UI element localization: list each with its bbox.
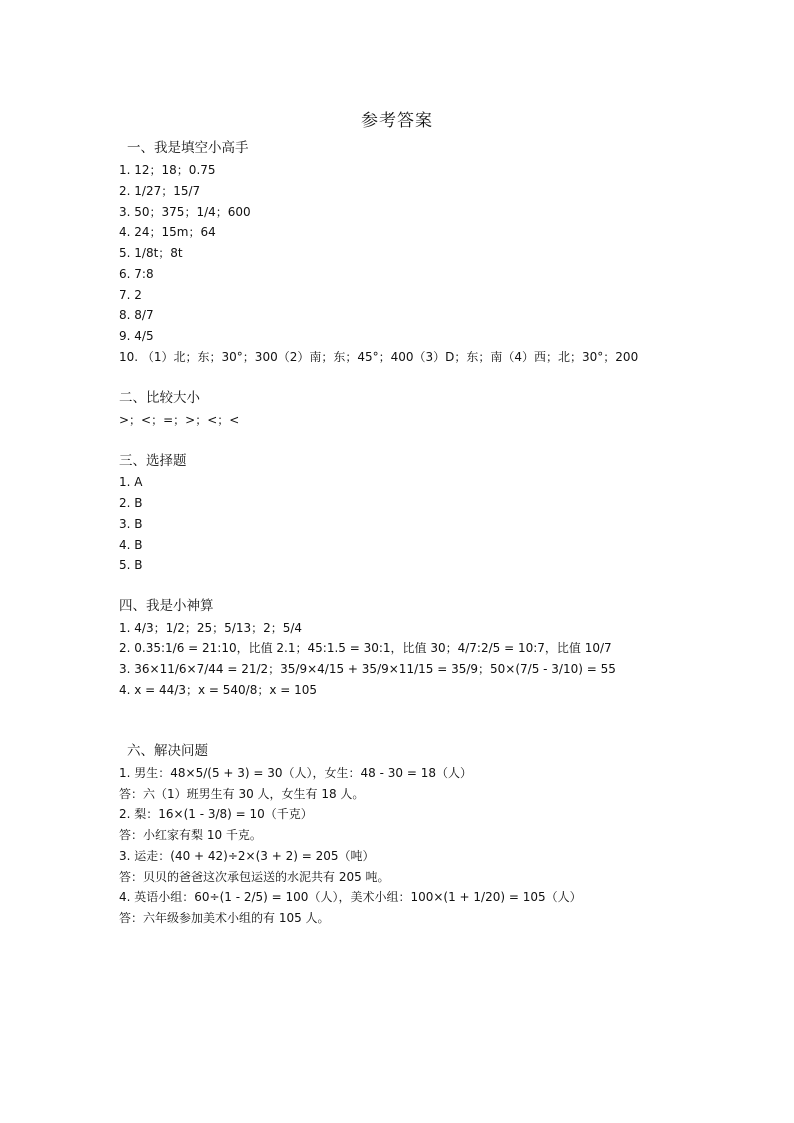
answer-line: 8. 8/7	[119, 308, 154, 322]
answer-line: >；<；=；>；<；<	[119, 413, 240, 427]
answer-line: 4. 24；15m；64	[119, 225, 216, 239]
answer-line: 3. 36×11/6×7/44 = 21/2；35/9×4/15 + 35/9×11/15 = 35/9；50×(7/5 - 3/10) = 55	[119, 662, 616, 676]
answer-line: 2. 1/27；15/7	[119, 184, 201, 198]
answer-line: 7. 2	[119, 288, 142, 302]
section-heading-choice: 三、选择题	[119, 453, 187, 469]
answer-line: 1. 12；18；0.75	[119, 163, 216, 177]
answer-line: 答：小红家有梨 10 千克。	[119, 828, 262, 842]
section-heading-calculation: 四、我是小神算	[119, 598, 214, 614]
answer-line: 10. （1）北；东；30°；300（2）南；东；45°；400（3）D；东；南（4）西；北；30°；200	[119, 350, 639, 364]
answer-line: 答：六（1）班男生有 30 人，女生有 18 人。	[119, 787, 365, 801]
answer-line: 4. x = 44/3；x = 540/8；x = 105	[119, 683, 318, 697]
answer-line: 1. 男生：48×5/(5 + 3) = 30（人），女生：48 - 30 = 18（人）	[119, 766, 472, 780]
answer-line: 1. A	[119, 475, 143, 489]
answer-line: 9. 4/5	[119, 329, 154, 343]
answer-line: 2. B	[119, 496, 143, 510]
answer-line: 2. 0.35:1/6 = 21:10，比值 2.1；45:1.5 = 30:1，比值 30；4/7:2/5 = 10:7，比值 10/7	[119, 641, 612, 655]
answer-line: 2. 梨：16×(1 - 3/8) = 10（千克）	[119, 807, 313, 821]
answer-line: 5. B	[119, 558, 143, 572]
answer-line: 3. B	[119, 517, 143, 531]
answer-line: 6. 7:8	[119, 267, 154, 281]
answer-line: 3. 运走：(40 + 42)÷2×(3 + 2) = 205（吨）	[119, 849, 375, 863]
answer-line: 4. B	[119, 538, 143, 552]
answer-line: 1. 4/3；1/2；25；5/13；2；5/4	[119, 621, 303, 635]
page-title: 参考答案	[361, 111, 433, 131]
answer-line: 答：六年级参加美术小组的有 105 人。	[119, 911, 330, 925]
section-heading-fill-blank: 一、我是填空小高手	[127, 140, 249, 156]
section-heading-problems: 六、解决问题	[127, 743, 208, 759]
answer-line: 4. 英语小组：60÷(1 - 2/5) = 100（人），美术小组：100×(1 + 1/20) = 105（人）	[119, 890, 582, 904]
answer-line: 3. 50；375；1/4；600	[119, 205, 251, 219]
answer-line: 5. 1/8t；8t	[119, 246, 183, 260]
answer-line: 答：贝贝的爸爸这次承包运送的水泥共有 205 吨。	[119, 870, 390, 884]
section-heading-compare: 二、比较大小	[119, 390, 200, 406]
